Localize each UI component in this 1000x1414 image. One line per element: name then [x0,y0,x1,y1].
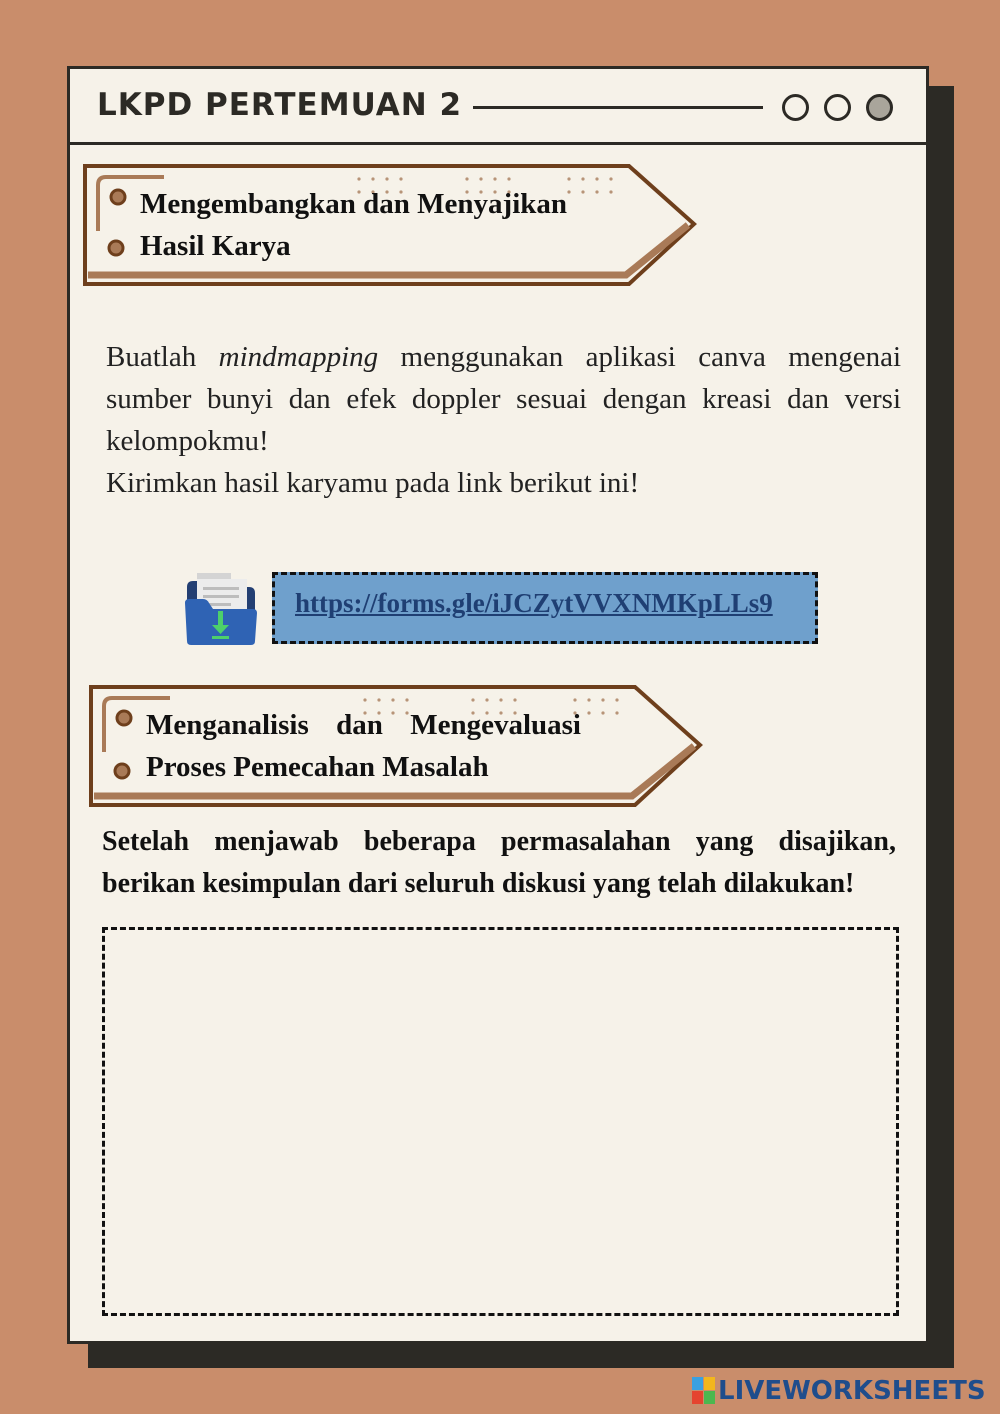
instruction-paragraph [106,336,901,504]
section-title-line: Menganalisis dan Mengevaluasi [146,709,581,741]
question-text [102,821,896,905]
section-title [146,704,581,788]
instruction-text: menggunakan aplikasi canva mengenai [378,341,902,373]
folder-download-icon [183,569,259,647]
instruction-line [106,336,901,378]
form-link-box [272,572,818,644]
worksheet-card [67,66,929,1344]
section-title-line: Proses Pemecahan Masalah [146,751,489,783]
instruction-line: sumber bunyi dan efek doppler sesuai dengan kreasi dan versi [106,383,901,415]
instruction-line: kelompokmu! [106,425,269,457]
title-divider-line [473,106,763,109]
window-circle-icon [824,94,851,121]
question-line: berikan kesimpulan dari seluruh diskusi yang telah dilakukan! [102,868,855,899]
liveworksheets-badge-icon [692,1377,716,1405]
window-circle-icon [782,94,809,121]
section-banner-develop [82,163,702,289]
window-circle-filled-icon [866,94,893,121]
liveworksheets-logo [692,1376,986,1406]
brand-name: LIVEWORKSHEETS [718,1376,986,1406]
section-title-line: Mengembangkan dan Menyajikan [140,188,568,220]
instruction-text: Buatlah [106,341,219,373]
page-title: LKPD PERTEMUAN 2 [97,87,463,123]
title-bar [70,69,926,145]
section-title-line: Hasil Karya [140,230,291,262]
section-title [140,183,575,267]
form-link[interactable]: https://forms.gle/iJCZytVVXNMKpLLs9 [295,588,773,618]
answer-input-box[interactable] [102,927,899,1316]
instruction-line: Kirimkan hasil karyamu pada link berikut ini! [106,467,640,499]
question-line: Setelah menjawab beberapa permasalahan yang disajikan, [102,826,896,857]
instruction-emphasis: mindmapping [218,341,379,373]
section-banner-analyze [88,684,708,810]
